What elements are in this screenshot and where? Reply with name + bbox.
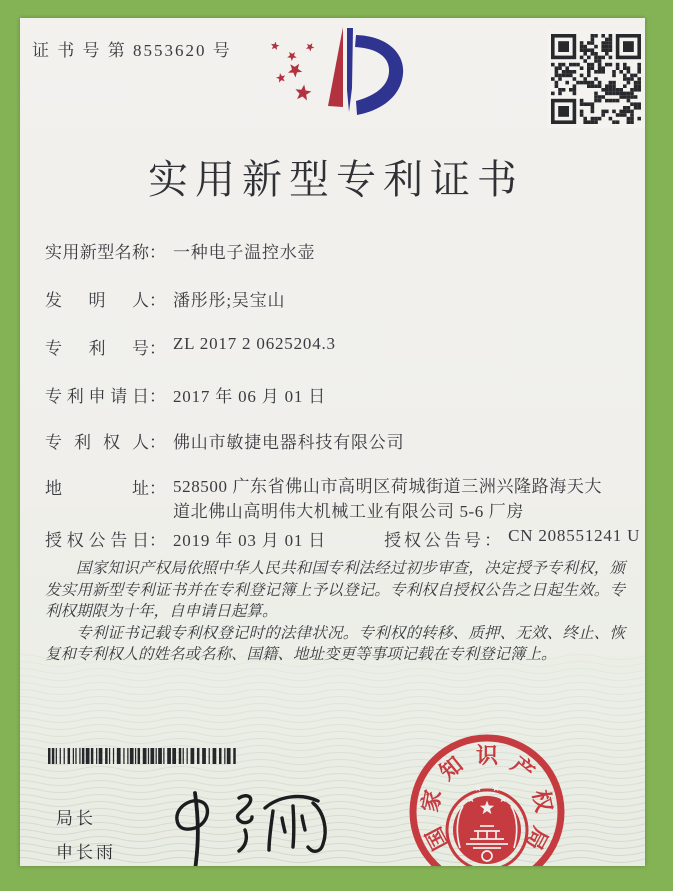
field-row-patentee: 专利权人 ： 佛山市敏捷电器科技有限公司 bbox=[45, 428, 404, 453]
signature bbox=[165, 786, 355, 866]
field-label: 实用新型名称 bbox=[45, 243, 149, 262]
field-label: 授权公告号 bbox=[384, 531, 485, 550]
svg-text:局: 局 bbox=[520, 822, 554, 855]
svg-text:知: 知 bbox=[434, 751, 468, 785]
field-row-patent-number: 专利号 ： ZL 2017 2 0625204.3 bbox=[45, 334, 336, 358]
field-label: 授权公告日 bbox=[45, 531, 149, 550]
logo-p-bowl bbox=[355, 35, 403, 115]
svg-text:识: 识 bbox=[475, 743, 499, 768]
field-row-name: 实用新型名称 ： 一种电子温控水壶 bbox=[45, 238, 315, 263]
paper bbox=[20, 18, 645, 866]
certificate-number: 证 书 号 第 8553620 号 bbox=[32, 41, 232, 60]
legal-text bbox=[45, 558, 625, 666]
svg-text:权: 权 bbox=[527, 787, 557, 815]
svg-text:家: 家 bbox=[417, 787, 447, 815]
svg-text:国: 国 bbox=[420, 822, 454, 855]
field-label: 专利申请日 bbox=[45, 387, 149, 406]
certificate-title: 实用新型专利证书 bbox=[148, 157, 524, 202]
legal-paragraph-1: 国家知识产权局依照中华人民共和国专利法经过初步审查，决定授予专利权，颁发实用新型专利证书并在专利登记簿上予以登记。专利权自授权公告之日起生效。专利权期限为十年，自申请日起算。 bbox=[45, 560, 625, 621]
field-row-grant: 授权公告日 ： 2019 年 03 月 01 日 授权公告号 ： CN 208551241 U bbox=[45, 526, 641, 550]
logo-red-spire bbox=[328, 27, 343, 107]
field-label: 地址 bbox=[45, 479, 149, 498]
field-label: 专利号 bbox=[45, 339, 149, 358]
logo-blue-bar bbox=[347, 28, 353, 112]
field-row-filing-date: 专利申请日 ： 2017 年 06 月 01 日 bbox=[45, 382, 326, 407]
field-row-address: 地址 ： 528500 广东省佛山市高明区荷城街道三洲兴隆路海天大道北佛山高明伟大机械工业有限公司 5-6 厂房 bbox=[45, 474, 603, 524]
field-value: 佛山市敏捷电器科技有限公司 bbox=[173, 433, 405, 452]
seal-emblem bbox=[447, 784, 527, 866]
field-value: 一种电子温控水壶 bbox=[173, 243, 316, 262]
director-name: 申长雨 bbox=[56, 843, 116, 862]
official-seal bbox=[402, 727, 572, 866]
field-pair-grant-number: 授权公告号 ： CN 208551241 U bbox=[384, 526, 641, 550]
field-value: ZL 2017 2 0625204.3 bbox=[173, 334, 336, 353]
field-row-inventor: 发明人 ： 潘彤彤;吴宝山 bbox=[45, 286, 285, 311]
field-value: 528500 广东省佛山市高明区荷城街道三洲兴隆路海天大道北佛山高明伟大机械工业有限公司 5-6 厂房 bbox=[173, 477, 603, 521]
field-value: 2017 年 06 月 01 日 bbox=[173, 387, 327, 406]
logo-stars bbox=[271, 42, 314, 101]
field-label: 发明人 bbox=[45, 291, 149, 310]
svg-text:产: 产 bbox=[506, 751, 540, 785]
field-value: CN 208551241 U bbox=[508, 526, 641, 545]
legal-paragraph-2: 专利证书记载专利权登记时的法律状况。专利权的转移、质押、无效、终止、恢复和专利权人的姓名或名称、国籍、地址变更等事项记载在专利登记簿上。 bbox=[45, 624, 625, 664]
field-value: 潘彤彤;吴宝山 bbox=[173, 291, 286, 310]
barcode bbox=[48, 748, 240, 764]
signature-strokes bbox=[177, 793, 325, 866]
cnipa-logo bbox=[255, 26, 425, 138]
field-label: 专利权人 bbox=[45, 433, 149, 452]
field-value: 2019 年 03 月 01 日 bbox=[173, 531, 327, 550]
director-title: 局长 bbox=[56, 809, 96, 828]
qr-code bbox=[547, 30, 645, 128]
